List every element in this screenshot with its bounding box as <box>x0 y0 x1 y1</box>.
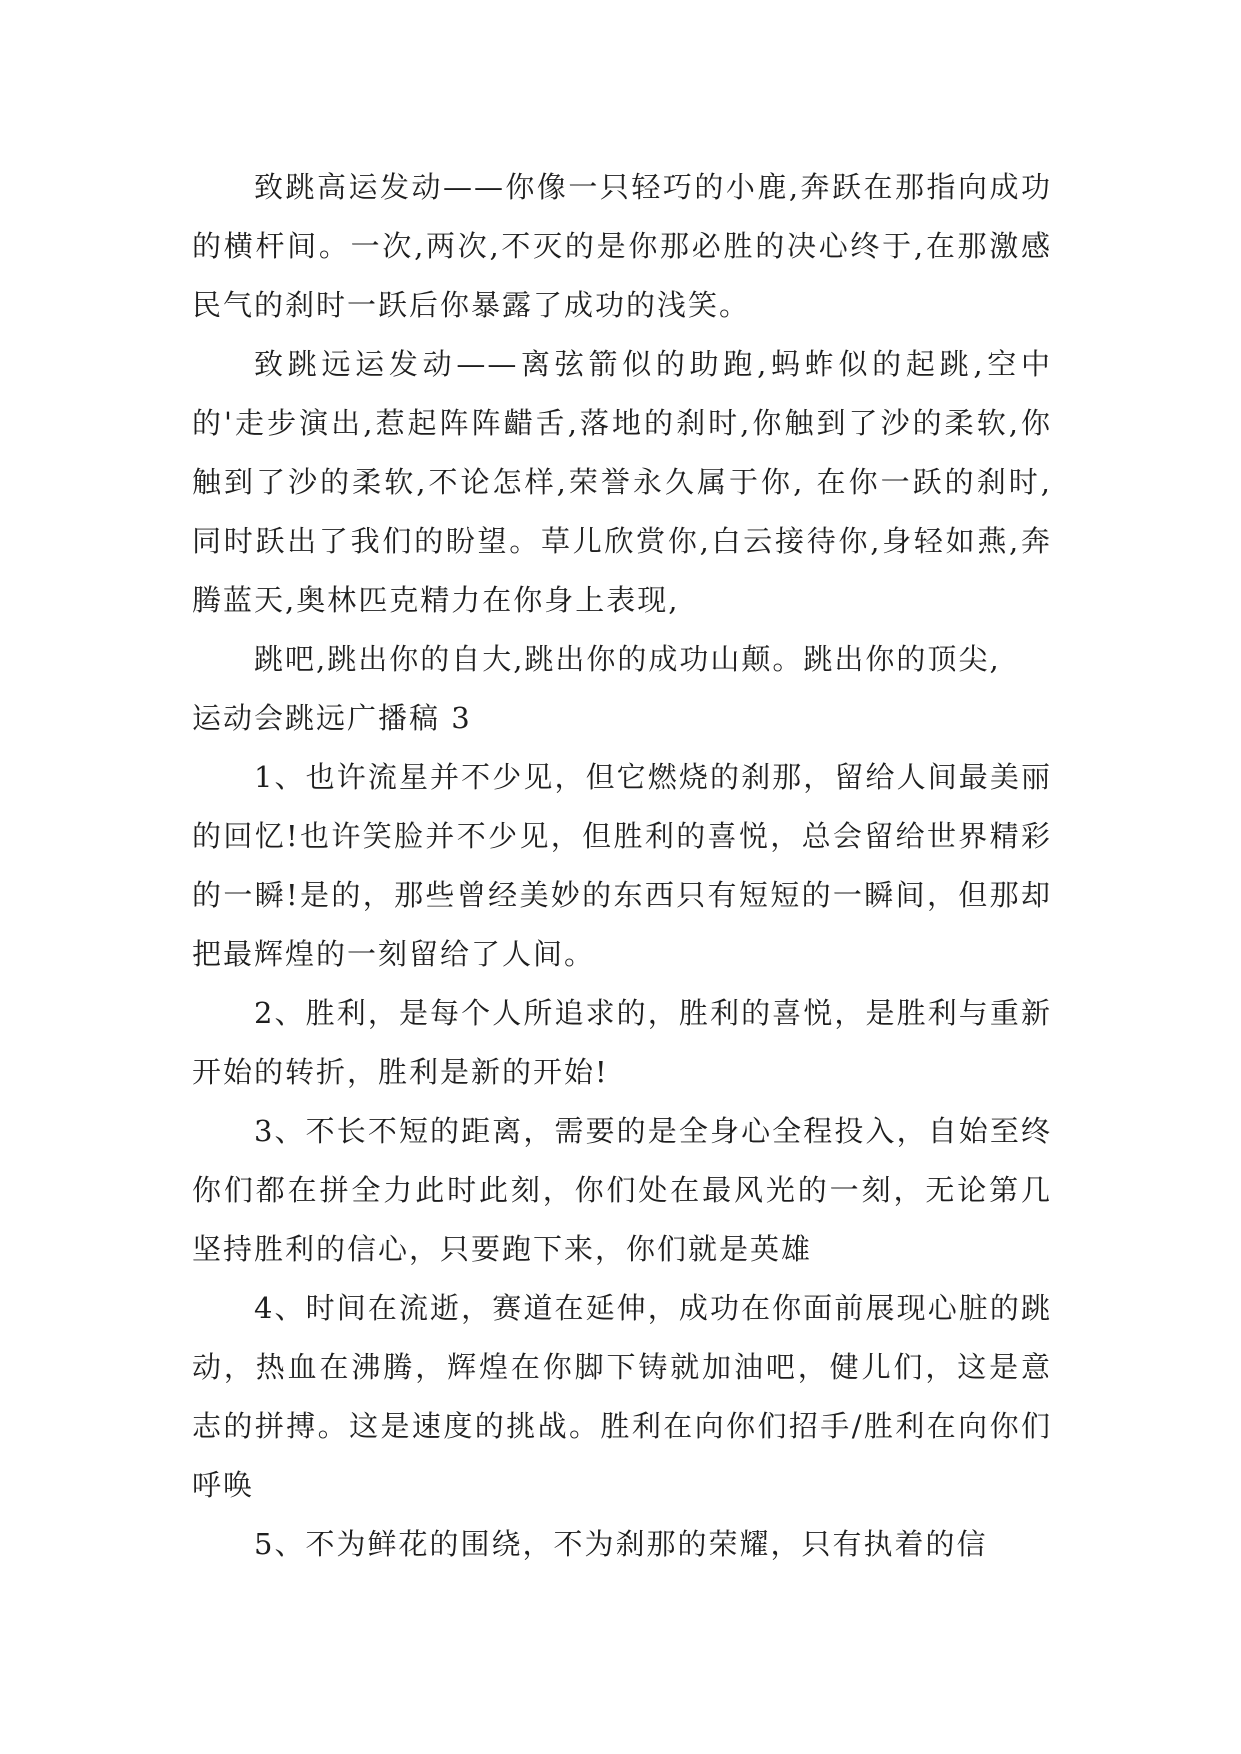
paragraph-long-jump: 致跳远运发动——离弦箭似的助跑,蚂蚱似的起跳,空中的'走步演出,惹起阵阵齰舌,落地的刹时,你触到了沙的柔软,你触到了沙的柔软,不论怎样,荣誉永久属于你, 在你一跃的刹时,同时跃出了我们的盼望。草儿欣赏你,白云接待你,身轻如燕,奔腾蓝天,奥林匹克精力在你身上表现, <box>192 347 1052 617</box>
paragraph-item-3: 3、不长不短的距离，需要的是全身心全程投入，自始至终你们都在拼全力此时此刻，你们处在最风光的一刻，无论第几坚持胜利的信心，只要跑下来，你们就是英雄 <box>192 1114 1052 1266</box>
section-heading: 运动会跳远广播稿 3 <box>192 701 472 735</box>
paragraph-jump-cheer: 跳吧,跳出你的自大,跳出你的成功山颠。跳出你的顶尖, <box>254 642 1001 676</box>
paragraph-item-2: 2、胜利，是每个人所追求的，胜利的喜悦，是胜利与重新开始的转折，胜利是新的开始! <box>192 996 1052 1089</box>
paragraph-item-5: 5、不为鲜花的围绕，不为刹那的荣耀，只有执着的信 <box>254 1527 988 1561</box>
document-body <box>192 158 1052 1574</box>
paragraph-item-4: 4、时间在流逝，赛道在延伸，成功在你面前展现心脏的跳动，热血在沸腾，辉煌在你脚下铸就加油吧，健儿们，这是意志的拼搏。这是速度的挑战。胜利在向你们招手/胜利在向你们呼唤 <box>192 1291 1052 1502</box>
paragraph-item-1: 1、也许流星并不少见，但它燃烧的刹那，留给人间最美丽的回忆!也许笑脸并不少见，但胜利的喜悦，总会留给世界精彩的一瞬!是的，那些曾经美妙的东西只有短短的一瞬间，但那却把最辉煌的一刻留给了人间。 <box>192 760 1052 971</box>
paragraph-high-jump: 致跳高运发动——你像一只轻巧的小鹿,奔跃在那指向成功的横杆间。一次,两次,不灭的是你那必胜的决心终于,在那激感民气的刹时一跃后你暴露了成功的浅笑。 <box>192 170 1052 322</box>
